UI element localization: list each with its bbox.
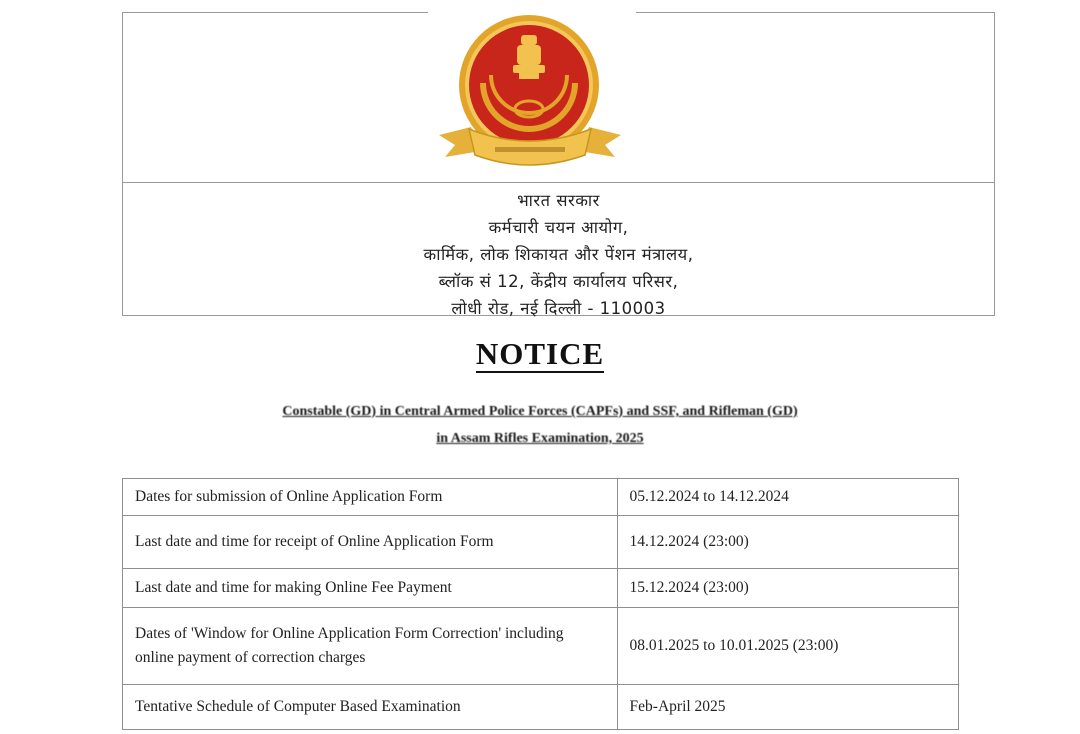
- row-label: Last date and time for making Online Fee Payment: [123, 569, 618, 608]
- row-label: Dates for submission of Online Application Form: [123, 479, 618, 516]
- logo-cell: [123, 13, 994, 183]
- row-label: Dates of 'Window for Online Application Form Correction' including online payment of correction charges: [123, 608, 618, 685]
- row-value: 08.01.2025 to 10.01.2025 (23:00): [617, 608, 958, 685]
- address-line: ब्लॉक सं 12, केंद्रीय कार्यालय परिसर,: [438, 272, 679, 291]
- address-line: कर्मचारी चयन आयोग,: [488, 218, 629, 237]
- subject-line: Constable (GD) in Central Armed Police Forces (CAPFs) and SSF, and Rifleman (GD): [282, 404, 798, 419]
- exam-subject: [125, 398, 955, 452]
- row-value: 14.12.2024 (23:00): [617, 516, 958, 569]
- table-row: [123, 516, 959, 569]
- row-value: 15.12.2024 (23:00): [617, 569, 958, 608]
- address-line: लोधी रोड, नई दिल्ली - 110003: [451, 299, 666, 318]
- ssc-emblem-icon: [425, 13, 635, 175]
- notice-title-text: NOTICE: [475, 336, 605, 371]
- table-row: [123, 569, 959, 608]
- address-line: कार्मिक, लोक शिकायत और पेंशन मंत्रालय,: [423, 245, 694, 264]
- letterhead-box: [122, 12, 995, 316]
- notice-title: [0, 336, 1080, 372]
- row-value: Feb-April 2025: [617, 685, 958, 730]
- row-label: Last date and time for receipt of Online Application Form: [123, 516, 618, 569]
- address-line: भारत सरकार: [517, 191, 600, 210]
- address-block: [123, 183, 994, 318]
- schedule-table: [122, 478, 959, 730]
- subject-line: in Assam Rifles Examination, 2025: [436, 431, 644, 446]
- row-label: Tentative Schedule of Computer Based Examination: [123, 685, 618, 730]
- table-row: [123, 608, 959, 685]
- table-row: [123, 479, 959, 516]
- table-row: [123, 685, 959, 730]
- row-value: 05.12.2024 to 14.12.2024: [617, 479, 958, 516]
